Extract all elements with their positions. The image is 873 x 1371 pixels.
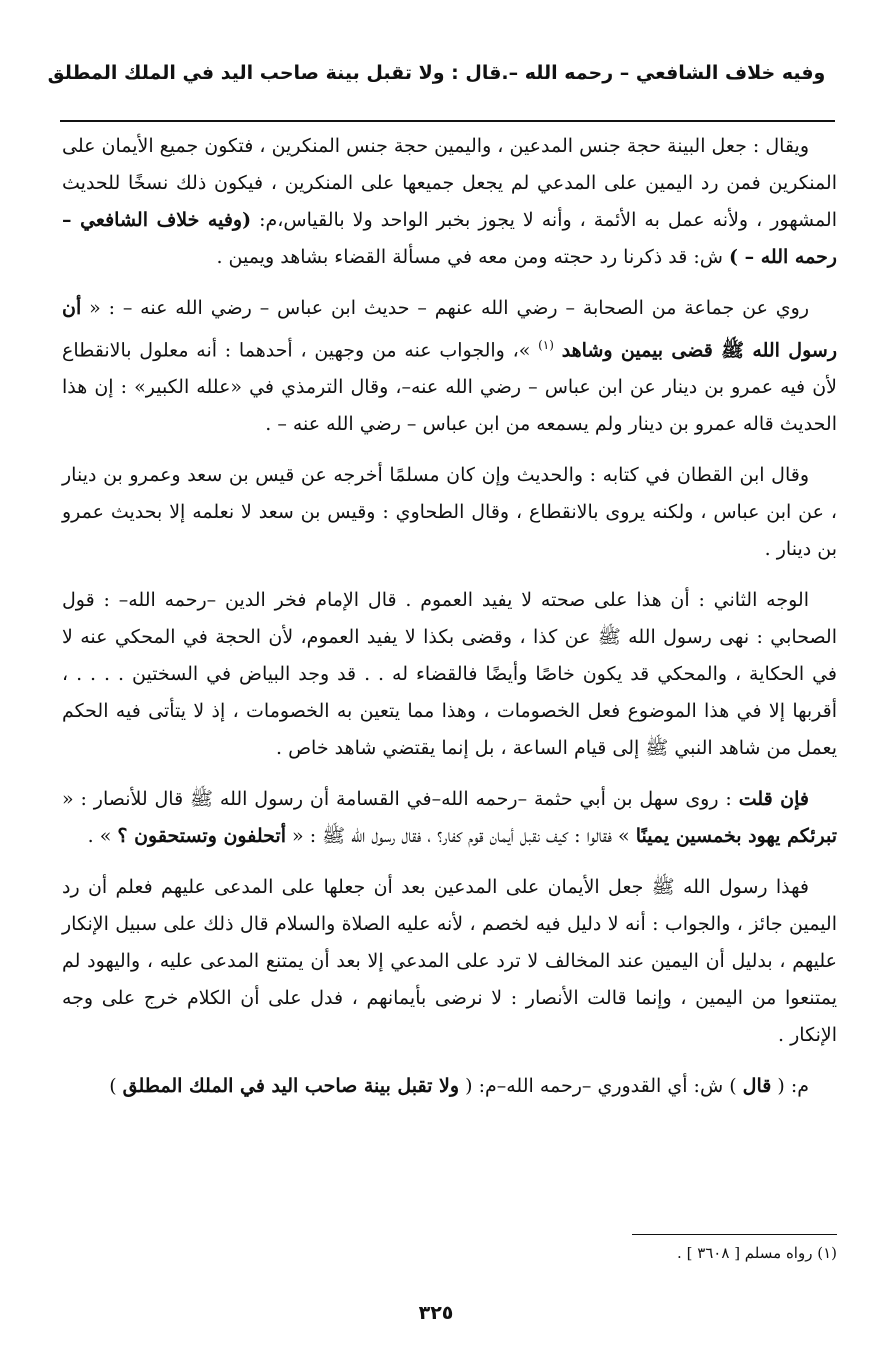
text-run <box>554 339 562 361</box>
paragraph <box>62 457 837 568</box>
text-run: » فقالوا : كيف نقبل أيمان قوم كفار؟ ، فقال رسول الله ﷺ : « <box>285 825 636 848</box>
text-run: ) <box>109 1075 123 1098</box>
text-run: ) ش: أي القدوري –رحمه الله–م: ( <box>459 1075 743 1098</box>
bold-text: ولا تقبل بينة صاحب اليد في الملك المطلق <box>122 1075 460 1098</box>
text-run: فهذا رسول الله ﷺ جعل الأيمان على المدعين بعد أن جعلها على المدعى عليهم فعلم أن رد اليمين جائز ، والجواب : أنه لا دليل فيه لخصم ، لأنه عليه الصلاة والسلام قال ذلك على سبيل الإنكار عليهم ، بدليل أن اليمين عند المخالف لا ترد على المدعي إلا بعد أن يمتنع المدعى عليه ، واليهود لم يمتنعوا من اليمين ، وإنما قالت الأنصار : لا نرضى بأيمانهم ، فدل على أن الكلام خرج على وجه الإنكار . <box>62 876 837 1047</box>
paragraph <box>62 128 837 276</box>
paragraph <box>62 781 837 855</box>
header-rule <box>60 120 835 122</box>
bold-text: فإن قلت <box>738 788 809 811</box>
body-text <box>62 128 837 1115</box>
bold-text: قال <box>742 1075 772 1098</box>
text-run: »، والجواب عنه من وجهين ، أحدهما : أنه معلول بالانقطاع لأن فيه عمرو بن دينار عن ابن عباس – رضي الله عنه–، وقال الترمذي في «علله الكبير» : إن هذا الحديث قاله عمرو بن دينار ولم يسمعه من ابن عباس – رضي الله عنه – . <box>62 339 837 436</box>
footnote-marker: (١) <box>538 338 554 352</box>
page-number: ٣٢٥ <box>418 1302 454 1324</box>
paragraph <box>62 290 837 443</box>
text-run: م: ( <box>771 1075 809 1098</box>
bold-text: أن رسول الله ﷺ قضى بيمين وشاهد <box>62 297 837 362</box>
paragraph <box>62 1068 837 1105</box>
paragraph <box>62 869 837 1054</box>
footnote-rule <box>632 1234 837 1235</box>
footnote: (١) رواه مسلم [ ٣٦٠٨ ] . <box>677 1244 837 1262</box>
running-header: وفيه خلاف الشافعي – رحمه الله –.قال : ولا تقبل بينة صاحب اليد في الملك المطلق <box>47 62 826 84</box>
text-run: ش: قد ذكرنا رد حجته ومن معه في مسألة القضاء بشاهد ويمين . <box>216 246 730 268</box>
paragraph <box>62 582 837 767</box>
text-run: روي عن جماعة من الصحابة – رضي الله عنهم – حديث ابن عباس – رضي الله عنه – : « <box>81 297 809 319</box>
bold-text: أتحلفون وتستحقون ؟ <box>117 825 286 848</box>
bold-text: تبرئكم يهود بخمسين يمينًا <box>635 825 837 848</box>
text-run: الوجه الثاني : أن هذا على صحته لا يفيد العموم . قال الإمام فخر الدين –رحمه الله– : قول الصحابي : نهى رسول الله ﷺ عن كذا ، وقضى بكذا لا يفيد العموم، لأن الحجة في المحكي عنه لا في الحكاية ، والمحكي قد يكون خاصًا وأيضًا فالقضاء له . . قد وجد البياض في السختين . . . . ، أقربها إلا في هذا الموضوع فعل الخصومات ، وهذا مما يتعين به الخصومات ، إذ لا يتأتى فيه الحكم يعمل من شاهد النبي ﷺ إلى قيام الساعة ، بل إنما يقتضي شاهد خاص . <box>62 589 837 760</box>
bold-text: (وفيه خلاف الشافعي – رحمه الله – ) <box>62 209 837 268</box>
text-run: : روى سهل بن أبي حثمة –رحمه الله–في القسامة أن رسول الله ﷺ قال للأنصار : « <box>62 788 739 811</box>
text-run: ويقال : جعل البينة حجة جنس المدعين ، واليمين حجة جنس المنكرين ، فتكون جميع الأيمان على المنكرين فمن رد اليمين على المدعي لم يجعل جميعها على المنكرين ، فيكون ذلك نسخًا للحديث المشهور ، ولأنه عمل به الأئمة ، وأنه لا يجوز بخبر الواحد ولا بالقياس،م: <box>62 135 837 231</box>
text-run: وقال ابن القطان في كتابه : والحديث وإن كان مسلمًا أخرجه عن قيس بن سعد وعمرو بن دينار ، عن ابن عباس ، ولكنه يروى بالانقطاع ، وقال الطحاوي : وقيس بن سعد لا نعلمه إلا بحديث عمرو بن دينار . <box>62 464 837 561</box>
text-run: » . <box>87 825 118 848</box>
